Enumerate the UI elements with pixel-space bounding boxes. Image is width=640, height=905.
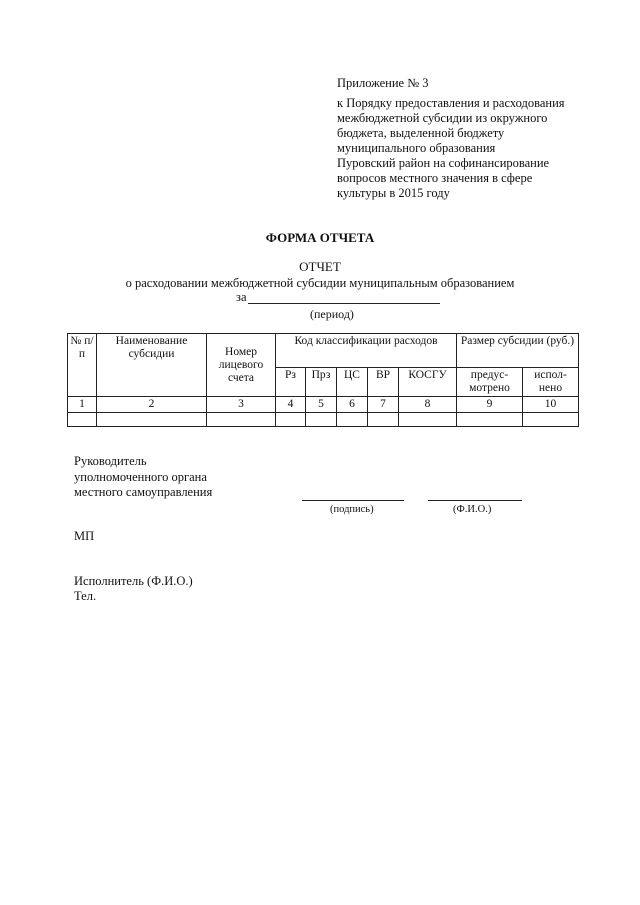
header-vr: ВР xyxy=(368,368,399,397)
period-blank-line xyxy=(248,303,440,304)
table-header-row xyxy=(68,334,579,368)
table-cell xyxy=(457,413,523,427)
header-code: Код классификации расходов xyxy=(276,334,457,368)
report-table xyxy=(67,333,579,427)
table-cell xyxy=(276,413,306,427)
column-number: 10 xyxy=(523,397,579,413)
appendix-block xyxy=(337,76,607,201)
column-number-row xyxy=(68,397,579,413)
fio-label: (Ф.И.О.) xyxy=(453,504,492,515)
table-cell xyxy=(368,413,399,427)
appendix-line: к Порядку предоставления и расходования xyxy=(337,96,565,110)
head-title-line: местного самоуправления xyxy=(74,485,213,499)
header-name: Наименование субсидии xyxy=(97,334,207,397)
fio-blank-line xyxy=(428,500,522,501)
column-number: 7 xyxy=(368,397,399,413)
column-number: 3 xyxy=(207,397,276,413)
column-number: 6 xyxy=(337,397,368,413)
table-cell xyxy=(306,413,337,427)
period-for-label: за xyxy=(236,290,247,304)
column-number: 9 xyxy=(457,397,523,413)
table-cell xyxy=(68,413,97,427)
table-cell xyxy=(97,413,207,427)
head-title-line: Руководитель xyxy=(74,454,147,468)
report-title: ОТЧЕТ xyxy=(299,259,341,274)
header-num: № п/п xyxy=(68,334,97,397)
column-number: 8 xyxy=(399,397,457,413)
appendix-line: бюджета, выделенной бюджету xyxy=(337,126,505,140)
header-planned: предус-мотрено xyxy=(457,368,523,397)
appendix-line: межбюджетной субсидии из окружного xyxy=(337,111,548,125)
header-rz: Рз xyxy=(276,368,306,397)
form-title: ФОРМА ОТЧЕТА xyxy=(265,230,375,245)
column-number: 4 xyxy=(276,397,306,413)
table-cell xyxy=(207,413,276,427)
table-cell xyxy=(337,413,368,427)
appendix-line: Пуровский район на софинансирование xyxy=(337,156,550,170)
header-prz: Прз xyxy=(306,368,337,397)
table-cell xyxy=(523,413,579,427)
column-number: 2 xyxy=(97,397,207,413)
header-account: Номер лицевого счета xyxy=(207,334,276,397)
phone-label: Тел. xyxy=(74,589,97,603)
mp-label: МП xyxy=(74,529,95,543)
header-cs: ЦС xyxy=(337,368,368,397)
header-executed: испол-нено xyxy=(523,368,579,397)
appendix-line: культуры в 2015 году xyxy=(337,186,450,200)
header-kosgu: КОСГУ xyxy=(399,368,457,397)
header-size: Размер субсидии (руб.) xyxy=(457,334,579,368)
appendix-line: муниципального образования xyxy=(337,141,496,155)
table-row-empty xyxy=(68,413,579,427)
signature-blank-line xyxy=(302,500,404,501)
appendix-title: Приложение № 3 xyxy=(337,76,429,90)
head-title-line: уполномоченного органа xyxy=(74,470,207,484)
column-number: 5 xyxy=(306,397,337,413)
table-cell xyxy=(399,413,457,427)
period-label: (период) xyxy=(310,307,354,321)
column-number: 1 xyxy=(68,397,97,413)
signature-label: (подпись) xyxy=(330,504,374,515)
appendix-line: вопросов местного значения в сфере xyxy=(337,171,533,185)
executor-label: Исполнитель (Ф.И.О.) xyxy=(74,574,193,588)
report-subtitle: о расходовании межбюджетной субсидии муниципальным образованием xyxy=(125,276,515,290)
